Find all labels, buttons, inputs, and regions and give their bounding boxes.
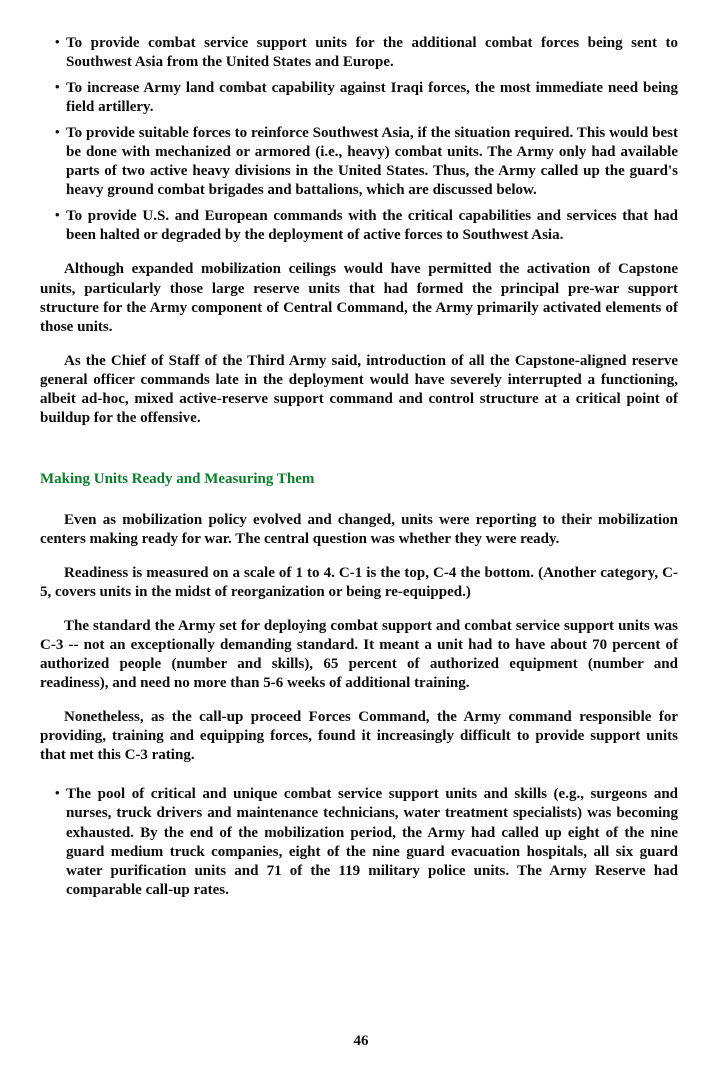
- bullet-icon: •: [55, 79, 60, 95]
- list-item: [40, 34, 678, 72]
- bullet-text: The pool of critical and unique combat service support units and skills (e.g., surgeons and nurses, truck drivers and maintenance technicians, water treatment specialists) was becoming exhausted. By the end of the mobilization period, the Army had called up eight of the nine guard medium truck companies, eight of the nine guard evacuation hospitals, all six guard water purification units and 71 of the 119 military police units. The Army Reserve had comparable call-up rates.: [66, 786, 678, 898]
- bullet-list-top: [40, 34, 678, 245]
- bullet-icon: •: [55, 124, 60, 140]
- list-item: [40, 124, 678, 200]
- bullet-text: To provide suitable forces to reinforce Southwest Asia, if the situation required. This would best be done with mechanized or armored (i.e., heavy) combat units. The Army only had available parts of two active heavy divisions in the United States. Thus, the Army called up the guard's heavy ground combat brigades and battalions, which are discussed below.: [66, 125, 678, 199]
- bullet-text: To provide combat service support units for the additional combat forces being sent to Southwest Asia from the United States and Europe.: [66, 35, 678, 71]
- page-number: 46: [353, 1032, 369, 1049]
- bullet-text: To increase Army land combat capability against Iraqi forces, the most immediate need being field artillery.: [66, 80, 678, 116]
- paragraph: The standard the Army set for deploying combat support and combat service support units was C-3 -- not an exceptionally demanding standard. It meant a unit had to have about 70 percent of authorized people (number and skills), 65 percent of authorized equipment (number and readiness), and need no more than 5-6 weeks of additional training.: [40, 618, 678, 692]
- bullet-list-bottom: [40, 785, 678, 899]
- list-item: [40, 785, 678, 899]
- bullet-text: To provide U.S. and European commands with the critical capabilities and services that had been halted or degraded by the deployment of active forces to Southwest Asia.: [66, 208, 678, 244]
- paragraph: Although expanded mobilization ceilings would have permitted the activation of Capstone units, particularly those large reserve units that had formed the principal pre-war support structure for the Army component of Central Command, the Army primarily activated elements of those units.: [40, 261, 678, 335]
- bullet-icon: •: [55, 785, 60, 801]
- bullet-icon: •: [55, 34, 60, 49]
- paragraph: Even as mobilization policy evolved and changed, units were reporting to their mobilization centers making ready for war. The central question was whether they were ready.: [40, 511, 678, 547]
- list-item: [40, 79, 678, 117]
- list-item: [40, 207, 678, 245]
- section-heading: Making Units Ready and Measuring Them: [40, 470, 315, 487]
- bullet-icon: •: [55, 207, 60, 223]
- paragraph: Nonetheless, as the call-up proceed Forces Command, the Army command responsible for providing, training and equipping forces, found it increasingly difficult to provide support units that met this C-3 rating.: [40, 709, 678, 764]
- paragraph: As the Chief of Staff of the Third Army said, introduction of all the Capstone-aligned reserve general officer commands late in the deployment would have severely interrupted a functioning, albeit ad-hoc, mixed active-reserve support command and control structure at a critical point of buildup for the offensive.: [40, 352, 678, 426]
- paragraph: Readiness is measured on a scale of 1 to 4. C-1 is the top, C-4 the bottom. (Another category, C-5, covers units in the midst of reorganization or being re-equipped.): [40, 564, 678, 601]
